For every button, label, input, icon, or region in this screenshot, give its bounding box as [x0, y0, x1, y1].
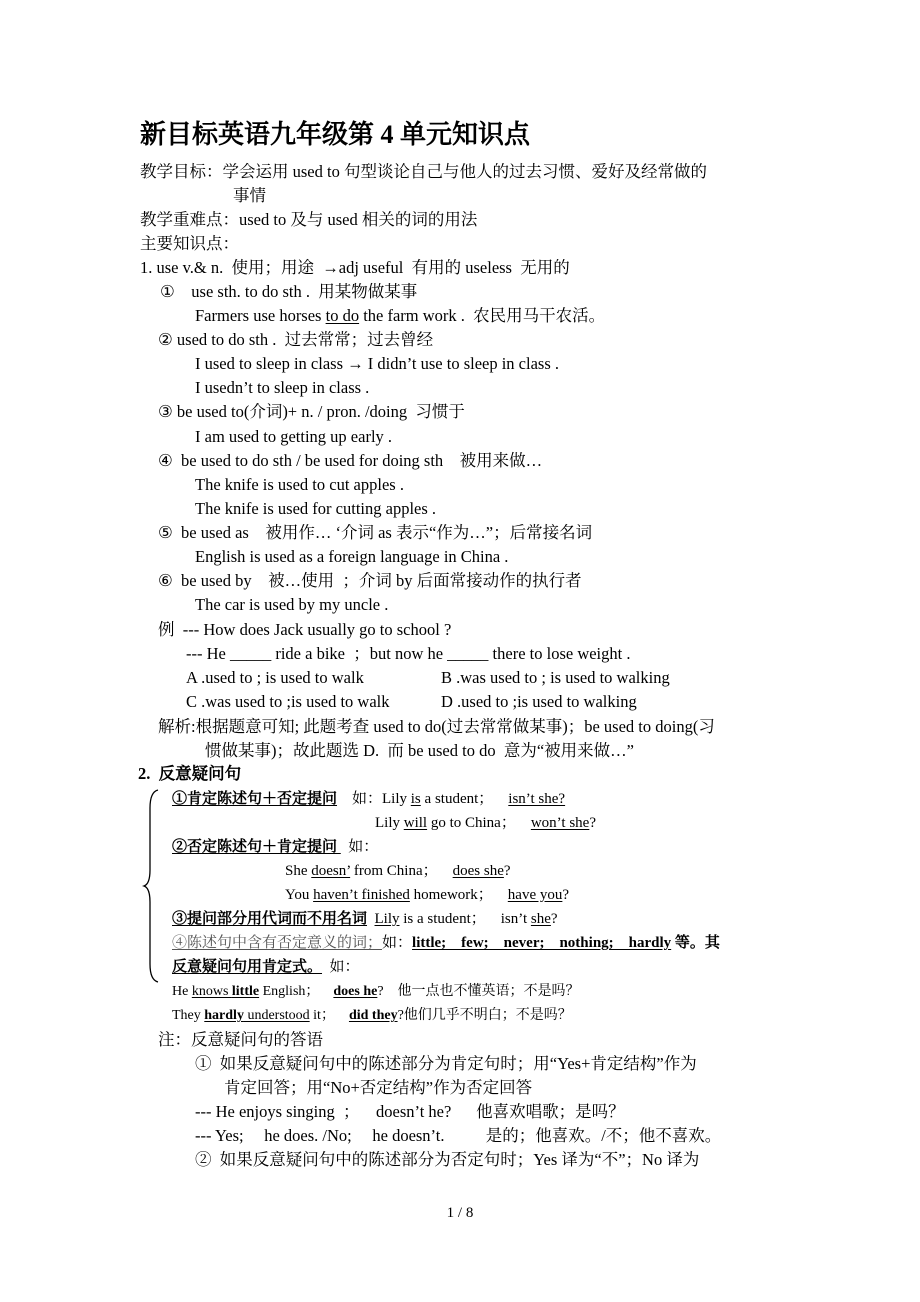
text-segment: 如： [382, 935, 413, 951]
text-line [195, 474, 404, 496]
text-line [140, 209, 477, 231]
text-line [195, 1101, 625, 1123]
text-segment: ②否定陈述句＋肯定提问 [172, 839, 341, 855]
text-segment: have you [507, 887, 563, 903]
text-segment: go to China； [427, 815, 531, 831]
text-line [195, 305, 605, 327]
text-segment: 注：反意疑问句的答语 [158, 1030, 323, 1049]
text-segment: 如： [322, 959, 360, 975]
text-segment: She [285, 863, 312, 879]
text-line [224, 1077, 532, 1099]
text-segment: ④ be used to do sth / be used for doing sth 被用来做… [158, 451, 543, 470]
text-segment: 事情 [233, 186, 266, 205]
text-line [172, 908, 558, 930]
text-line [195, 594, 388, 616]
text-segment: to do [325, 306, 360, 325]
text-segment: understood [243, 1008, 310, 1023]
text-segment: 解析:根据题意可知; 此题考查 used to do(过去常常做某事)；be used to doing(习 [158, 717, 715, 736]
text-line [441, 691, 637, 713]
text-line [195, 1053, 697, 1075]
text-segment: English is used as a foreign language in China . [195, 547, 509, 566]
text-segment: C .was used to ;is used to walk [186, 692, 390, 711]
text-line [158, 401, 465, 423]
text-line [205, 740, 634, 762]
text-segment: is [410, 791, 421, 807]
text-line [158, 716, 715, 738]
text-segment: English； [259, 984, 334, 999]
text-segment: from China； [350, 863, 453, 879]
text-segment: ④陈述句中含有否定意义的词； [172, 935, 383, 951]
text-line [140, 257, 570, 279]
text-segment: He [172, 984, 192, 999]
text-line [195, 546, 508, 568]
text-segment: A .used to ; is used to walk [186, 668, 364, 687]
text-segment: Farmers use horses [195, 306, 326, 325]
text-segment: 肯定回答；用“No+否定结构”作为否定回答 [224, 1078, 533, 1097]
text-line [285, 860, 511, 882]
text-segment: 教学目标：学会运用 used to 句型谈论自己与他人的过去习惯、爱好及经常做的 [140, 162, 707, 181]
text-segment: --- Yes; he does. /No; he doesn’t. 是的；他喜欢。/不；他不喜欢。 [195, 1126, 722, 1145]
text-line [172, 956, 360, 978]
text-segment: ③提问部分用代词而不用名词 [172, 911, 368, 927]
text-line [195, 1125, 721, 1147]
text-segment: 主要知识点： [140, 234, 239, 253]
text-segment: hardly [204, 1008, 244, 1023]
text-line [233, 185, 266, 207]
text-line [158, 450, 542, 472]
text-segment: ② used to do sth . 过去常常；过去曾经 [158, 330, 434, 349]
text-line [172, 1005, 572, 1027]
text-segment: I am used to getting up early . [195, 427, 393, 446]
text-line [195, 353, 559, 375]
text-segment: --- He _____ ride a bike ；but now he _____ there to lose weight . [186, 644, 631, 663]
text-segment: --- He enjoys singing ； doesn’t he? 他喜欢唱歌；是吗？ [195, 1102, 625, 1121]
text-segment: ? [589, 815, 596, 831]
text-segment: 2. 反意疑问句 [138, 764, 242, 783]
text-line [186, 643, 630, 665]
text-segment: haven’t finished [313, 887, 410, 903]
text-segment: 如： [340, 839, 379, 855]
text-segment: little [231, 984, 260, 999]
text-segment [367, 911, 375, 927]
text-line [158, 522, 592, 544]
text-segment: ⑤ be used as 被用作… ‘介词 as 表示“作为…”；后常接名词 [158, 523, 593, 542]
text-line [160, 281, 417, 303]
text-segment: ① 如果反意疑问句中的陈述部分为肯定句时；用“Yes+肯定结构”作为 [195, 1054, 697, 1073]
text-segment: ① use sth. to do sth . 用某物做某事 [160, 282, 418, 301]
text-line [195, 1149, 699, 1171]
text-segment: D .used to ;is used to walking [441, 692, 637, 711]
text-segment: 惯做某事)；故此题选 D. 而 be used to do 意为“被用来做…” [205, 741, 634, 760]
text-segment: 如：Lily [337, 791, 411, 807]
text-line [140, 233, 239, 255]
text-line [172, 836, 378, 858]
page-number: 1 / 8 [446, 1205, 474, 1221]
text-line [375, 812, 596, 834]
text-segment: homework； [409, 887, 508, 903]
text-segment: is a student； isn’t [399, 911, 531, 927]
text-segment: ③ be used to(介词)+ n. / pron. /doing 习惯于 [158, 402, 465, 421]
text-line [186, 667, 364, 689]
brace-bracket [142, 788, 162, 983]
text-segment: did they [348, 1008, 398, 1023]
text-segment: ? [562, 887, 570, 903]
text-segment: The knife is used to cut apples . [195, 475, 404, 494]
text-line [172, 981, 580, 1003]
text-line [285, 884, 569, 906]
text-segment: ? [550, 911, 558, 927]
text-segment: ② 如果反意疑问句中的陈述部分为否定句时；Yes 译为“不”；No 译为 [195, 1150, 700, 1169]
text-segment: will [403, 815, 428, 831]
text-segment: ? [503, 863, 511, 879]
text-segment: They [172, 1008, 205, 1023]
text-line [158, 570, 582, 592]
text-segment: won’t she [530, 815, 590, 831]
text-segment: The knife is used for cutting apples . [195, 499, 437, 518]
text-segment: knows [191, 984, 232, 999]
text-line [195, 426, 392, 448]
text-segment: 反意疑问句用肯定式。 [172, 959, 323, 975]
text-segment: she [530, 911, 551, 927]
text-segment: I usedn’t to sleep in class . [195, 378, 370, 397]
text-segment: I used to sleep in class → I didn’t use to sleep in class . [195, 354, 560, 373]
text-segment: it； [309, 1008, 349, 1023]
text-segment: ? 他一点也不懂英语；不是吗？ [377, 984, 580, 999]
text-line [158, 619, 451, 641]
text-segment: 教学重难点：used to 及与 used 相关的词的用法 [140, 210, 478, 229]
document-title: 新目标英语九年级第 4 单元知识点 [140, 120, 531, 149]
text-line [172, 788, 565, 810]
text-line [172, 932, 720, 954]
text-segment: the farm work . 农民用马干农活。 [359, 306, 606, 325]
text-segment: ⑥ be used by 被…使用 ；介词 by 后面常接动作的执行者 [158, 571, 582, 590]
text-segment: Lily [374, 911, 400, 927]
text-line [158, 1029, 323, 1051]
text-segment: 1. use v.& n. 使用；用途 →adj useful 有用的 useless 无用的 [140, 258, 570, 277]
text-segment: ①肯定陈述句＋否定提问 [172, 791, 338, 807]
text-segment: 等。其 [671, 935, 720, 951]
text-segment: little; few; never; nothing; hardly [412, 935, 672, 951]
text-line [158, 329, 433, 351]
text-line [186, 691, 390, 713]
text-segment: a student； [420, 791, 509, 807]
text-line [140, 161, 707, 183]
text-line [441, 667, 670, 689]
text-segment: ?他们几乎不明白；不是吗？ [397, 1008, 572, 1023]
text-segment: doesn’ [311, 863, 351, 879]
text-segment: does she [452, 863, 504, 879]
text-segment: You [285, 887, 314, 903]
text-segment: 例 --- How does Jack usually go to school ? [158, 620, 452, 639]
text-line [195, 377, 369, 399]
text-line [195, 498, 436, 520]
text-line [138, 763, 241, 785]
text-segment: The car is used by my uncle . [195, 595, 389, 614]
text-segment: Lily [375, 815, 404, 831]
text-segment: does he [333, 984, 378, 999]
text-segment: B .was used to ; is used to walking [441, 668, 670, 687]
text-segment: isn’t she? [508, 791, 566, 807]
